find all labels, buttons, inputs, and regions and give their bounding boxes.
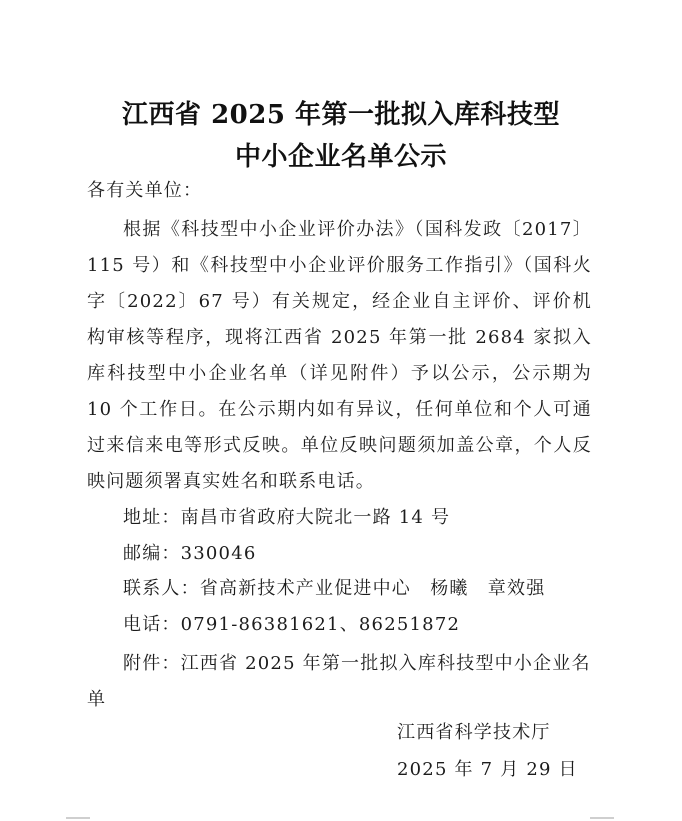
salutation: 各有关单位：	[87, 180, 203, 201]
postcode-line: 邮编：330046	[123, 543, 257, 564]
address-line: 地址：南昌市省政府大院北一路 14 号	[123, 507, 451, 528]
attachment-line: 附件：江西省 2025 年第一批拟入库科技型中小企业名单	[87, 653, 591, 710]
issue-date: 2025 年 7 月 29 日	[397, 759, 578, 780]
page-corner-mark-left	[66, 817, 90, 819]
document-title-line-2: 中小企业名单公示	[234, 142, 447, 172]
document-title-line-1: 江西省 2025 年第一批拟入库科技型	[122, 100, 560, 130]
body-paragraph: 根据《科技型中小企业评价办法》（国科发政〔2017〕115 号）和《科技型中小企业评价服务工作指引》（国科火字〔2022〕67 号）有关规定，经企业自主评价、评价机构审核等程序，现将江西省 2025 年第一批 2684 家拟入库科技型中小企业名单（详见附件）予以公示，公示期为 10 个工作日。在公示期内如有异议，任何单位和个人可通过来信来电等形式反映。单位反映问题须加盖公章，个人反映问题须署真实姓名和联系电话。	[87, 219, 592, 492]
issuer-signature: 江西省科学技术厅	[397, 722, 551, 743]
contact-line: 联系人：省高新技术产业促进中心 杨曦 章效强	[123, 578, 546, 599]
page-corner-mark-right	[590, 817, 614, 819]
phone-line: 电话：0791-86381621、86251872	[123, 614, 461, 635]
